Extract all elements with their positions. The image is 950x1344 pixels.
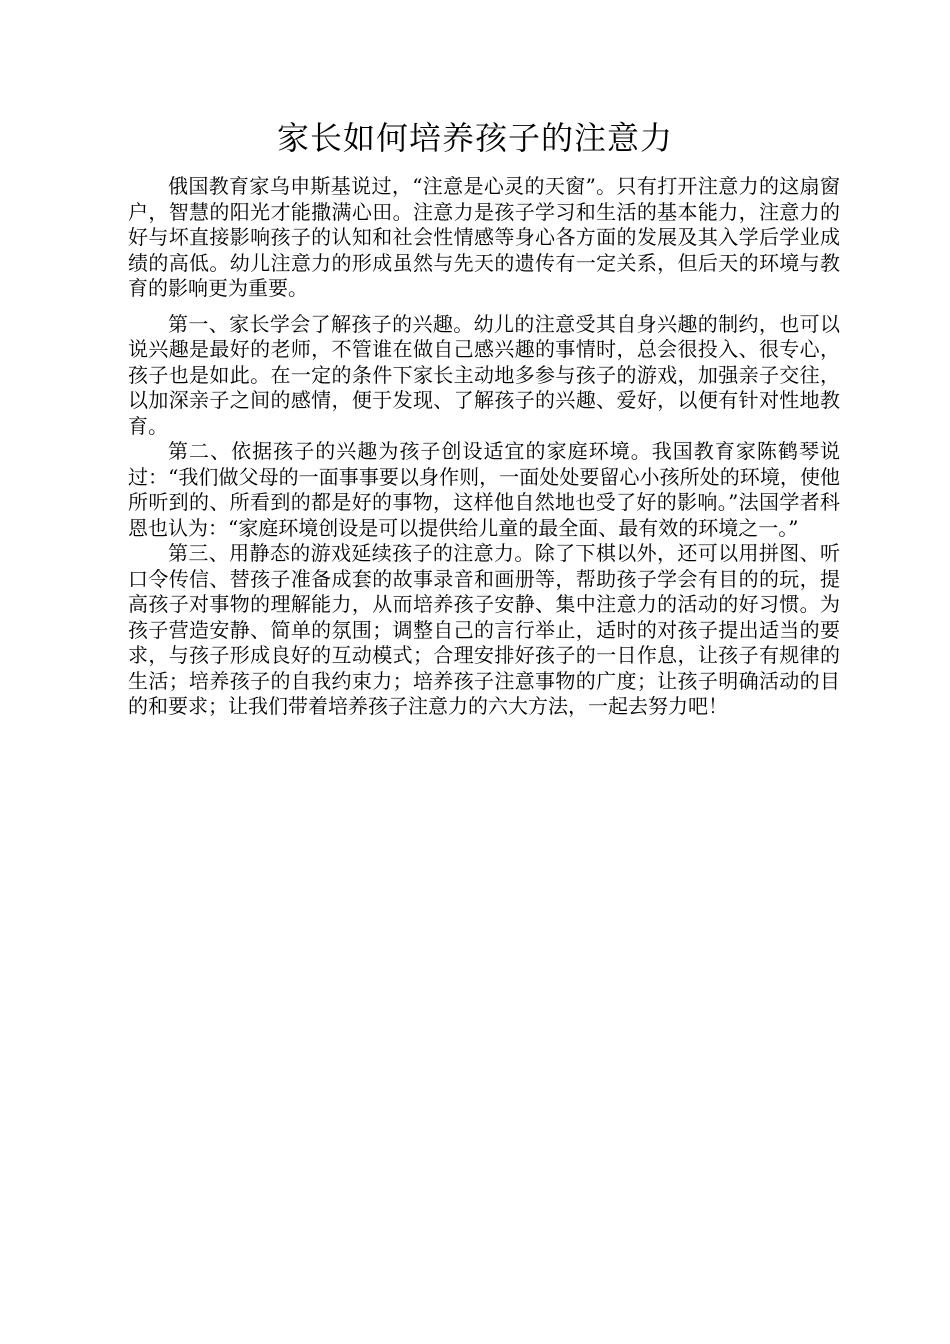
document-body	[128, 174, 840, 720]
paragraph-intro: 俄国教育家乌申斯基说过，“注意是心灵的天窗”。只有打开注意力的这扇窗户，智慧的阳光才能撒满心田。注意力是孩子学习和生活的基本能力，注意力的好与坏直接影响孩子的认知和社会性情感等身心各方面的发展及其入学后学业成绩的高低。幼儿注意力的形成虽然与先天的遗传有一定关系，但后天的环境与教育的影响更为重要。	[128, 174, 840, 300]
page-title: 家长如何培养孩子的注意力	[276, 119, 673, 157]
paragraph-second: 第二、依据孩子的兴趣为孩子创设适宜的家庭环境。我国教育家陈鹤琴说过：“我们做父母的一面事事要以身作则，一面处处要留心小孩所处的环境，使他所听到的、所看到的都是好的事物，这样他自然地也受了好的影响。”法国学者科恩也认为：“家庭环境创设是可以提供给儿童的最全面、最有效的环境之一。”	[128, 439, 840, 540]
paragraph-first: 第一、家长学会了解孩子的兴趣。幼儿的注意受其自身兴趣的制约，也可以说兴趣是最好的老师，不管谁在做自己感兴趣的事情时，总会很投入、很专心，孩子也是如此。在一定的条件下家长主动地多参与孩子的游戏，加强亲子交往，以加深亲子之间的感情，便于发现、了解孩子的兴趣、爱好，以便有针对性地教育。	[128, 311, 840, 438]
paragraph-third: 第三、用静态的游戏延续孩子的注意力。除了下棋以外，还可以用拼图、听口令传信、替孩子准备成套的故事录音和画册等，帮助孩子学会有目的的玩，提高孩子对事物的理解能力，从而培养孩子安静、集中注意力的活动的好习惯。为孩子营造安静、简单的氛围；调整自己的言行举止，适时的对孩子提出适当的要求，与孩子形成良好的互动模式；合理安排好孩子的一日作息，让孩子有规律的生活；培养孩子的自我约束力；培养孩子注意事物的广度；让孩子明确活动的目的和要求；让我们带着培养孩子注意力的六大方法，一起去努力吧！	[128, 541, 840, 718]
